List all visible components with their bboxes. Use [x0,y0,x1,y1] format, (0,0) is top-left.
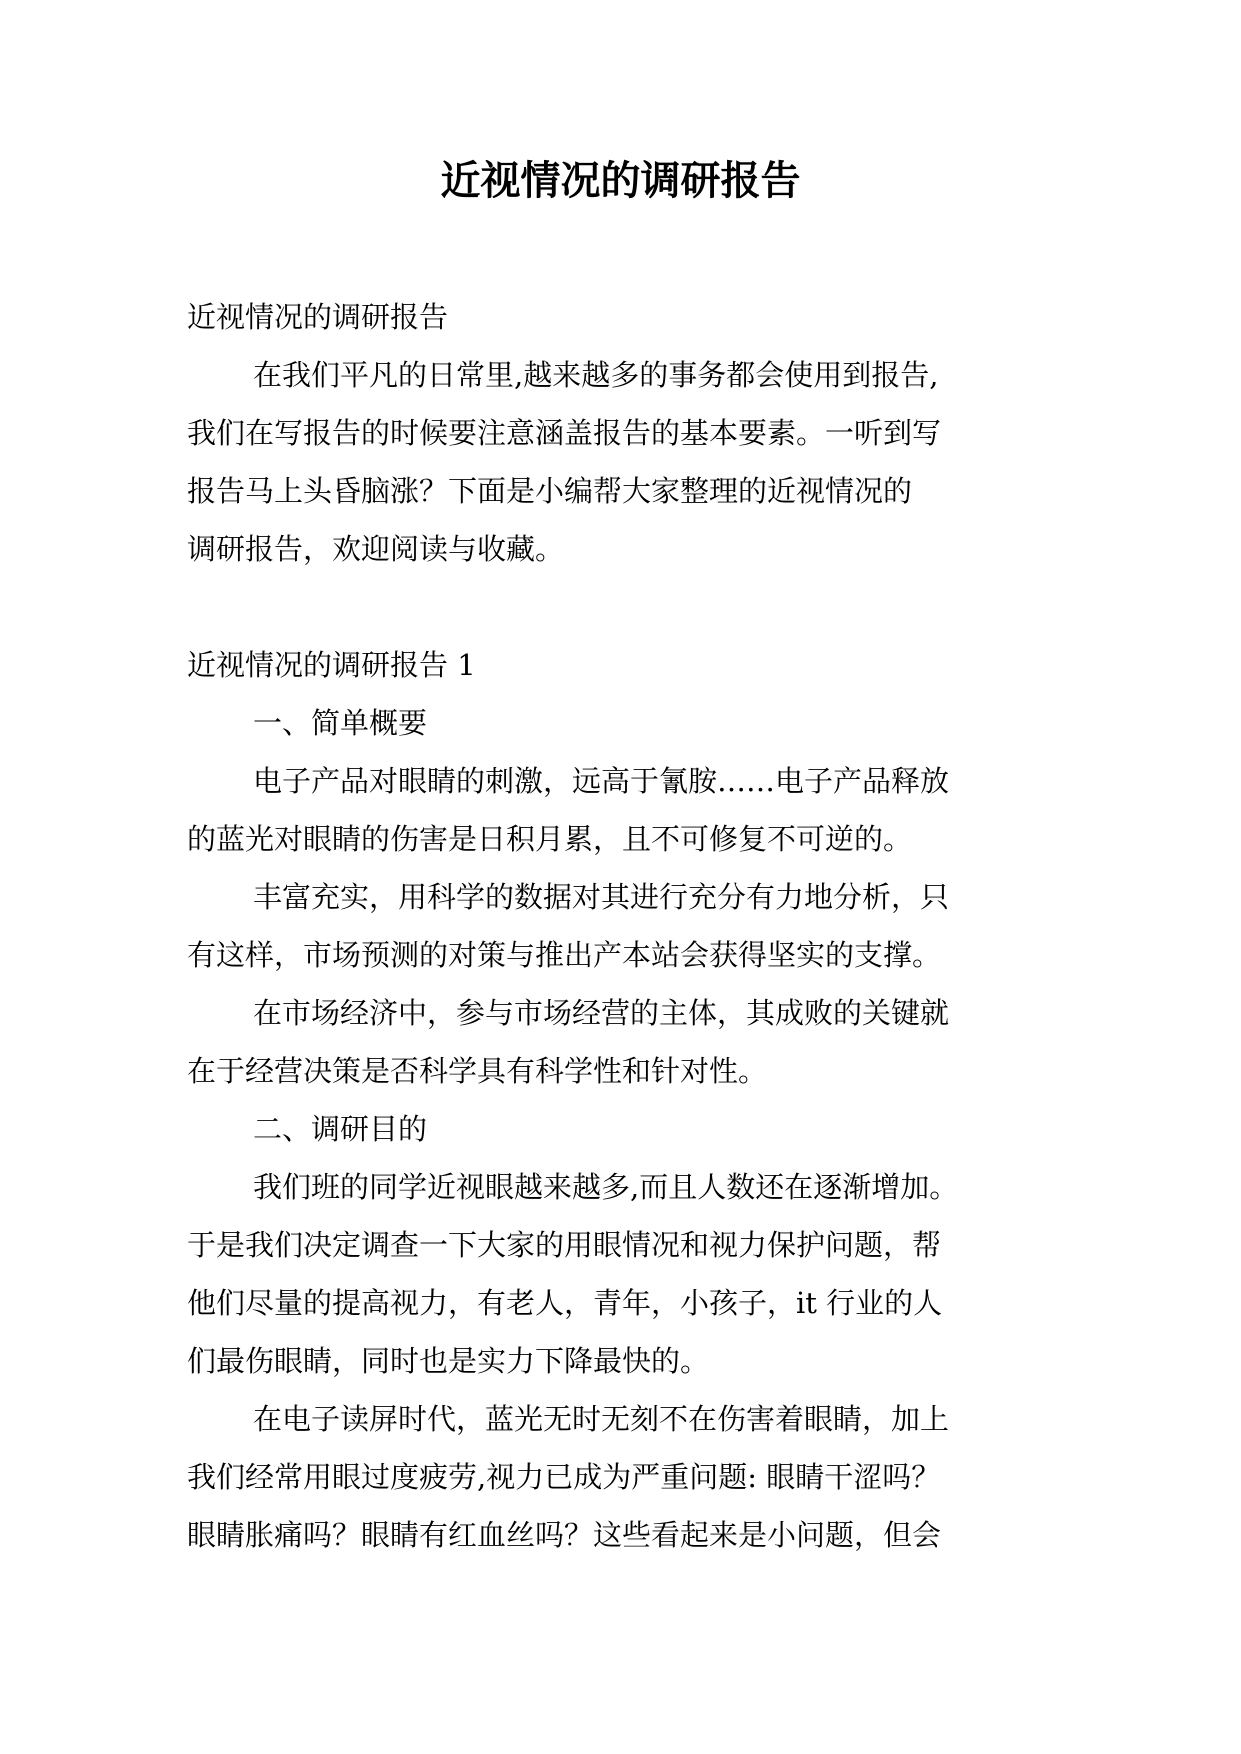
document-title: 近视情况的调研报告 [440,157,801,204]
paragraph-line: 我们班的同学近视眼越来越多,而且人数还在逐渐增加。 [253,1170,959,1204]
subsection-heading: 一、简单概要 [253,706,428,740]
section-heading: 近视情况的调研报告 [187,300,449,334]
paragraph-line: 于是我们决定调查一下大家的用眼情况和视力保护问题，帮 [187,1228,942,1262]
paragraph-line: 我们在写报告的时候要注意涵盖报告的基本要素。一听到写 [187,416,942,450]
paragraph-line: 在市场经济中，参与市场经营的主体，其成败的关键就 [253,996,950,1030]
paragraph-line: 他们尽量的提高视力，有老人，青年，小孩子，it 行业的人 [187,1286,943,1320]
paragraph-line: 我们经常用眼过度疲劳,视力已成为严重问题: 眼睛干涩吗？ [187,1460,941,1494]
paragraph-line: 的蓝光对眼睛的伤害是日积月累，且不可修复不可逆的。 [187,822,913,856]
paragraph-line: 报告马上头昏脑涨？下面是小编帮大家整理的近视情况的 [187,474,913,508]
paragraph-line: 在于经营决策是否科学具有科学性和针对性。 [187,1054,768,1088]
section-heading: 近视情况的调研报告 1 [187,648,476,682]
blank-line [187,578,1067,636]
paragraph-line: 电子产品对眼睛的刺激，远高于氰胺……电子产品释放 [253,764,950,798]
paragraph-line: 眼睛胀痛吗？眼睛有红血丝吗？这些看起来是小问题，但会 [187,1518,942,1552]
paragraph-line: 丰富充实，用科学的数据对其进行充分有力地分析，只 [253,880,950,914]
paragraph-line: 在我们平凡的日常里,越来越多的事务都会使用到报告, [253,358,939,392]
paragraph-line: 有这样，市场预测的对策与推出产本站会获得坚实的支撑。 [187,938,942,972]
paragraph-line: 调研报告，欢迎阅读与收藏。 [187,532,565,566]
paragraph-line: 在电子读屏时代，蓝光无时无刻不在伤害着眼睛，加上 [253,1402,950,1436]
document-body [187,288,1067,1564]
subsection-heading: 二、调研目的 [253,1112,428,1146]
paragraph-line: 们最伤眼睛，同时也是实力下降最快的。 [187,1344,710,1378]
